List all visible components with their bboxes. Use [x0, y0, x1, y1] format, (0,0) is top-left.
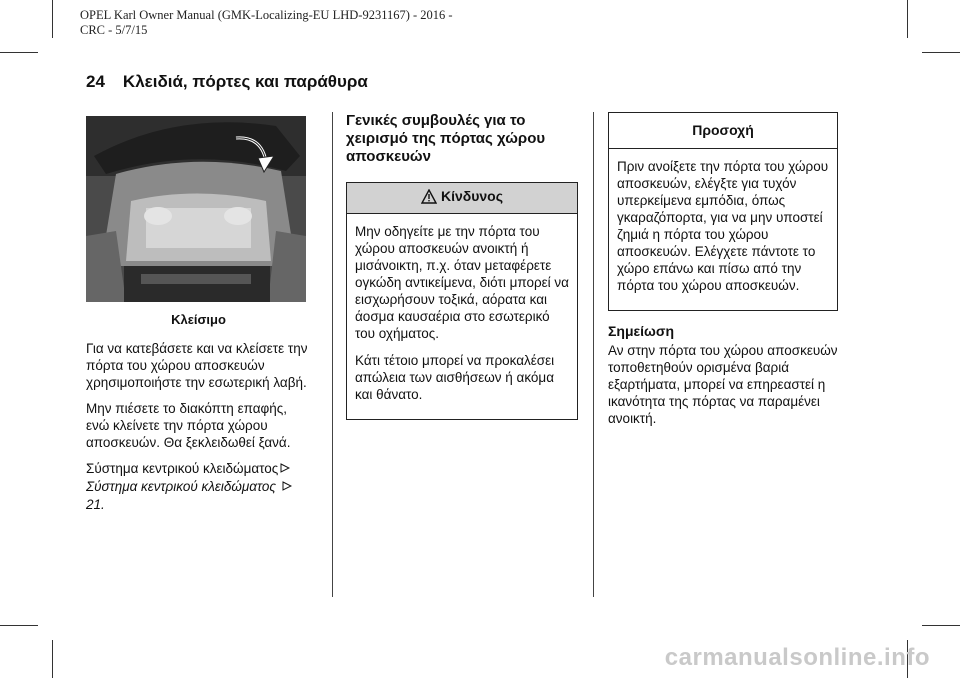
page-number: 24 [86, 72, 105, 91]
section-title: Γενικές συμβουλές για το χειρισμό της πόρτας χώρου αποσκευών [346, 112, 546, 165]
paragraph: Μην πιέσετε το διακόπτη επαφής, ενώ κλείνετε την πόρτα χώρου αποσκευών. Θα ξεκλειδωθεί ξανά. [86, 401, 291, 450]
danger-box-header [347, 183, 577, 214]
crop-mark [52, 0, 53, 38]
paragraph: Μην οδηγείτε με την πόρτα του χώρου αποσκευών ανοικτή ή μισάνοικτη, π.χ. όταν μεταφέρετε ογκώδη αντικείμενα, διότι μπορεί να εισχωρήσουν τοξικά, αόρατα και άοσμα καυσαέρια στο εσωτερικό του οχήματος. [355, 224, 569, 341]
column-left [86, 112, 311, 522]
page-title: Κλειδιά, πόρτες και παράθυρα [122, 72, 368, 91]
tailgate-closing-photo [86, 116, 306, 302]
crop-mark [907, 0, 908, 38]
note-text: Αν στην πόρτα του χώρου αποσκευών τοποθετηθούν ορισμένα βαριά εξαρτήματα, μπορεί να επηρεαστεί η ικανότητα της πόρτας να παραμένει ανοικτή. [608, 343, 838, 426]
document-meta [80, 8, 600, 38]
cross-reference-text: Σύστημα κεντρικού κλειδώματος [86, 461, 279, 476]
watermark: carmanualsonline.info [664, 644, 930, 671]
caution-box-title: Προσοχή [609, 113, 837, 149]
paragraph: Κάτι τέτοιο μπορεί να προκαλέσει απώλεια των αισθήσεων ή ακόμα και θάνατο. [355, 353, 555, 402]
figure-caption: Κλείσιμο [171, 312, 226, 327]
danger-box-title: Κίνδυνος [440, 188, 504, 204]
caution-box [608, 112, 838, 311]
paragraph: Πριν ανοίξετε την πόρτα του χώρου αποσκευών, ελέγξτε για τυχόν υπερκείμενα εμπόδια, όπως γκαραζόπορτα, για να μην υποστεί ζημιά η πόρτα του χώρου αποσκευών. Ελέγχετε πάντοτε το χώρο επάνω και πίσω από την πόρτα του χώρου αποσκευών. [617, 159, 829, 293]
danger-box-body [347, 214, 577, 419]
caution-box-body [609, 149, 837, 310]
column-divider [332, 112, 333, 597]
danger-box [346, 182, 578, 420]
cross-reference-arrow-icon [282, 479, 292, 496]
crop-mark [0, 52, 38, 53]
page-heading [86, 72, 368, 92]
crop-mark [52, 640, 53, 678]
column-divider [593, 112, 594, 597]
paragraph: Για να κατεβάσετε και να κλείσετε την πόρτα του χώρου αποσκευών χρησιμοποιήστε την εσωτερική λαβή. [86, 341, 308, 390]
crop-mark [922, 52, 960, 53]
column-middle [346, 112, 578, 420]
cross-reference-arrow-icon [280, 461, 290, 478]
cross-reference-link-text: Σύστημα κεντρικού κλειδώματος [86, 479, 276, 494]
column-right [608, 112, 838, 436]
cross-reference-page: 21. [86, 497, 105, 512]
cross-reference-link[interactable] [86, 478, 311, 513]
meta-line-2: CRC - 5/7/15 [80, 23, 148, 37]
crop-mark [0, 625, 38, 626]
note-title: Σημείωση [608, 323, 675, 339]
crop-mark [922, 625, 960, 626]
meta-line-1: OPEL Karl Owner Manual (GMK-Localizing-EU LHD-9231167) - 2016 - [80, 8, 453, 22]
cross-reference [86, 460, 311, 478]
warning-triangle-icon [421, 189, 437, 208]
